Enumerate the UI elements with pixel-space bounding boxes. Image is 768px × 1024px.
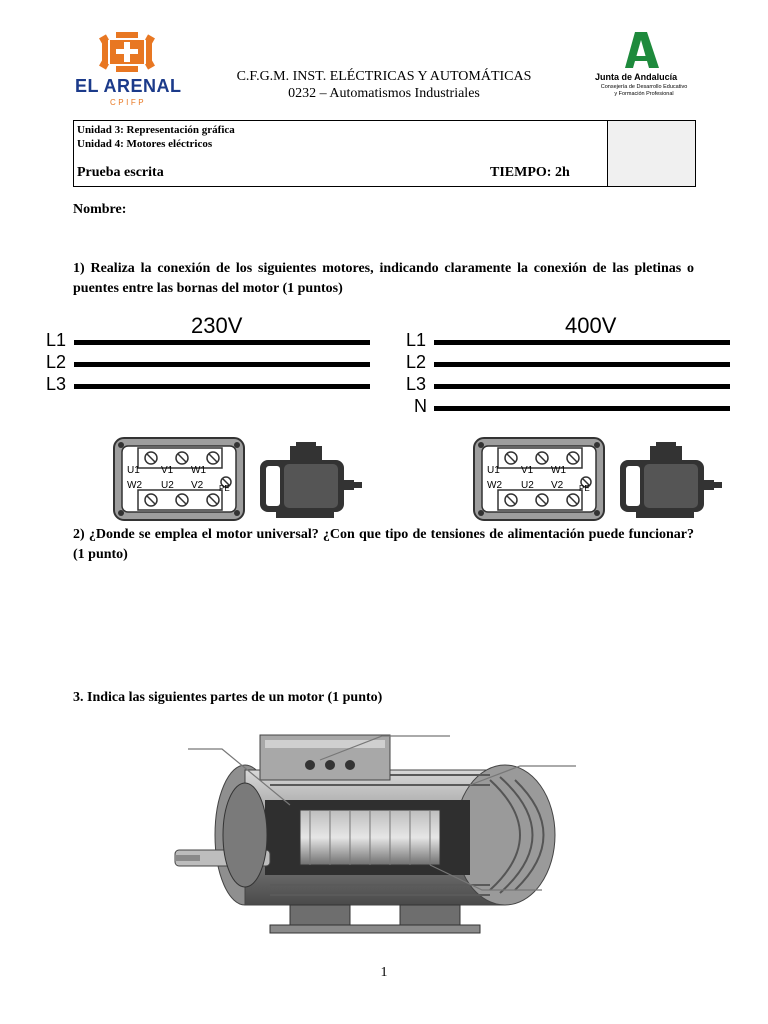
name-label: Nombre: xyxy=(73,202,127,217)
logo-name: EL ARENAL xyxy=(75,76,182,96)
question-1: 1) Realiza la conexión de los siguientes motores, indicando claramente la conexión de las pletinas o puentes entre las bornas del motor (1 puntos) xyxy=(73,261,694,296)
logo-sub: CPIFP xyxy=(110,98,147,107)
motor-icon xyxy=(620,442,722,518)
unit-3-label: Unidad 3: Representación gráfica xyxy=(77,124,235,136)
left-bar-l2 xyxy=(74,362,370,367)
motor-cutaway-illustration xyxy=(170,725,580,940)
right-line-l1: L1 xyxy=(406,330,427,350)
voltage-400: 400V xyxy=(565,313,617,338)
gear-sun-icon xyxy=(72,30,182,78)
junta-andalucia-logo xyxy=(585,26,700,106)
exam-type: Prueba escrita xyxy=(77,165,164,180)
motor-cutaway-image xyxy=(170,725,580,945)
terminal-box-right xyxy=(473,437,723,527)
left-bar-l3 xyxy=(74,384,370,389)
left-line-l1: L1 xyxy=(46,330,67,350)
terminal-box-diagram xyxy=(113,437,363,522)
course-subtitle: 0232 – Automatismos Industriales xyxy=(288,86,480,101)
junta-sub: Consejería de Desarrollo Educativo y Formación Profesional xyxy=(600,84,688,97)
question-3: 3. Indica las siguientes partes de un motor (1 punto) xyxy=(73,690,383,705)
terminal-box-left xyxy=(113,437,363,527)
voltage-230: 230V xyxy=(191,313,243,338)
right-bar-l1 xyxy=(434,340,730,345)
grade-cell xyxy=(608,121,695,186)
right-bar-n xyxy=(434,406,730,411)
exam-info-box xyxy=(73,120,696,187)
right-bar-l3 xyxy=(434,384,730,389)
question-2: 2) ¿Donde se emplea el motor universal? ¿Con que tipo de tensiones de alimentación puede funcionar? (1 punto) xyxy=(73,527,694,562)
unit-4-label: Unidad 4: Motores eléctricos xyxy=(77,138,213,150)
junta-name: Junta de Andalucía xyxy=(595,72,678,82)
el-arenal-logo xyxy=(72,30,182,110)
page-number: 1 xyxy=(380,965,388,980)
course-title: C.F.G.M. INST. ELÉCTRICAS Y AUTOMÁTICAS xyxy=(236,69,532,84)
exam-time: TIEMPO: 2h xyxy=(490,165,570,180)
right-line-n: N xyxy=(414,396,427,416)
right-bar-l2 xyxy=(434,362,730,367)
right-line-l3: L3 xyxy=(406,374,427,394)
right-line-l2: L2 xyxy=(406,352,427,372)
motor-icon xyxy=(260,442,362,518)
terminal-box-diagram xyxy=(473,437,723,522)
junta-arch-icon xyxy=(585,26,700,70)
left-bar-l1 xyxy=(74,340,370,345)
left-line-l2: L2 xyxy=(46,352,67,372)
left-line-l3: L3 xyxy=(46,374,67,394)
